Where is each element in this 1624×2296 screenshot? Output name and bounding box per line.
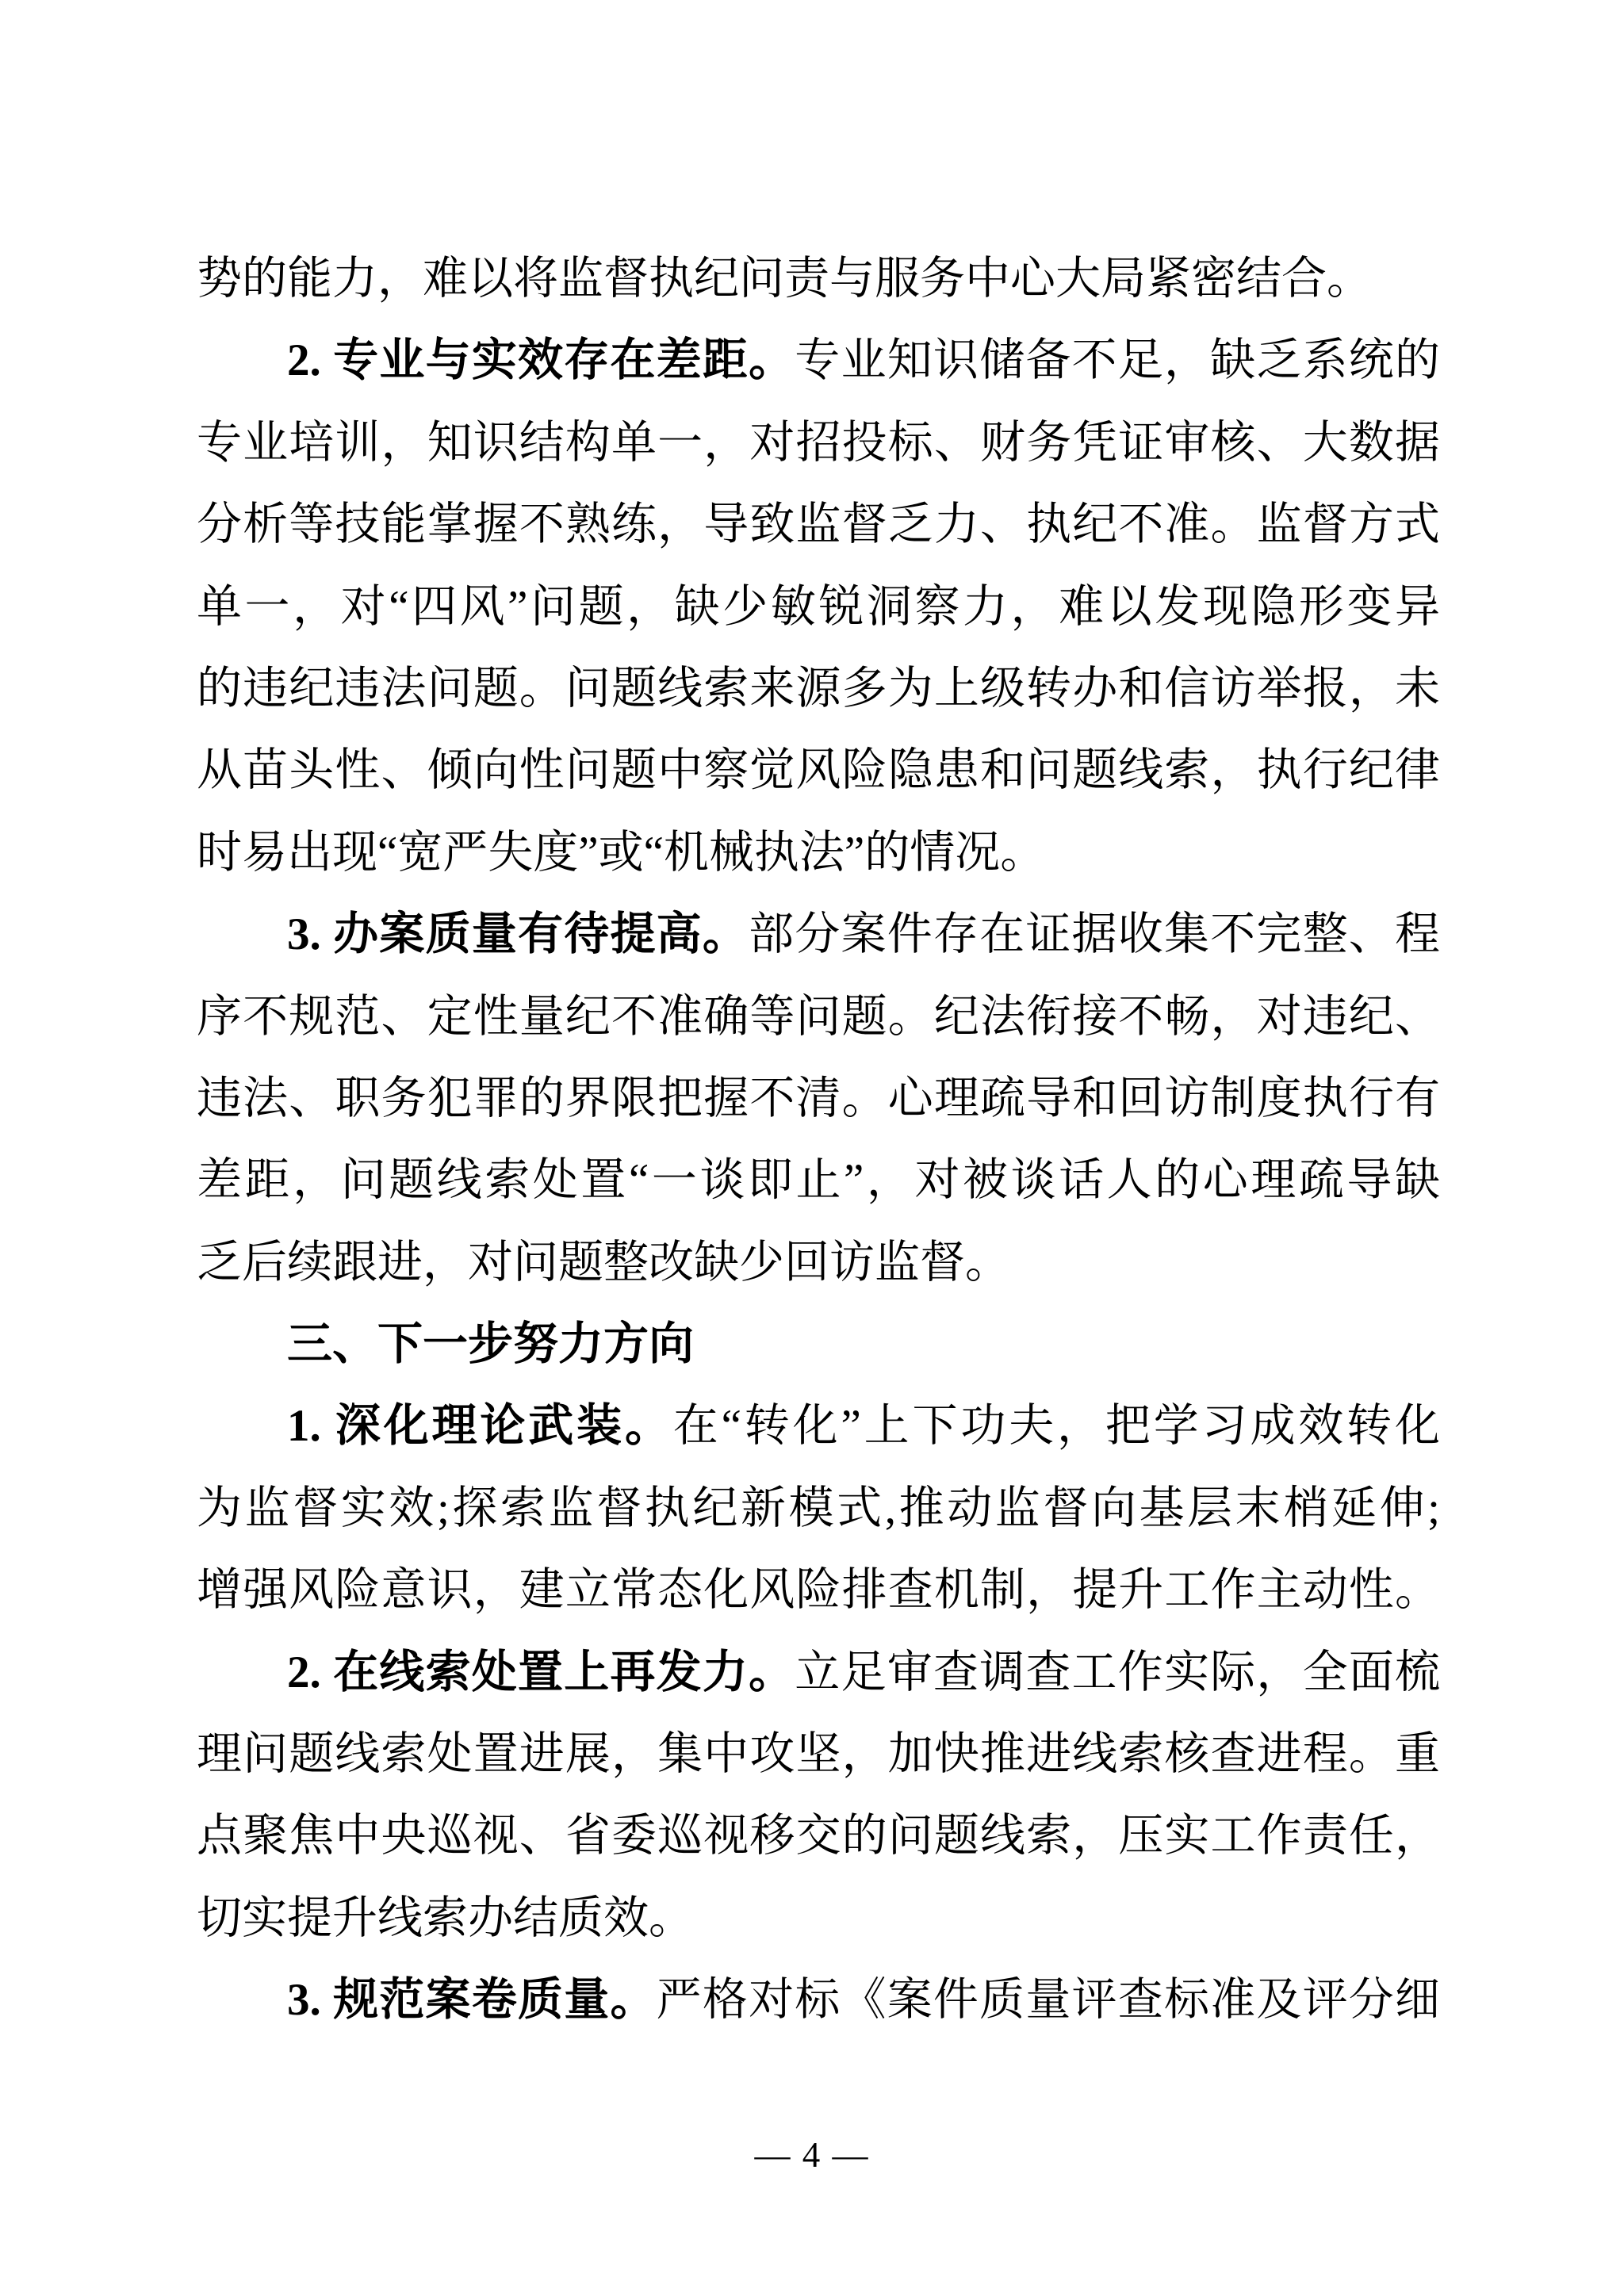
text-run: 单一，对“四风”问题，缺少敏锐洞察力，难以发现隐形变异	[197, 581, 1440, 632]
text-line-11	[197, 1058, 1440, 1139]
text-run: 势的能力，难以将监督执纪问责与服务中心大局紧密结合。	[197, 254, 1372, 304]
text-run: 差距，问题线索处置“一谈即止”，对被谈话人的心理疏导缺	[197, 1155, 1440, 1206]
text-line-5	[197, 566, 1440, 648]
text-line-2	[197, 320, 1440, 401]
text-run: 增强风险意识，建立常态化风险排查机制，提升工作主动性。	[197, 1565, 1440, 1616]
text-run: 部分案件存在证据收集不完整、程	[749, 909, 1441, 960]
text-run: 序不规范、定性量纪不准确等问题。纪法衔接不畅，对违纪、	[197, 991, 1440, 1042]
text-line-10	[197, 976, 1440, 1058]
text-run: 时易出现“宽严失度”或“机械执法”的情况。	[197, 827, 1046, 878]
text-line-20	[197, 1795, 1440, 1877]
text-line-12	[197, 1139, 1440, 1221]
text-line-8	[197, 812, 1440, 894]
text-line-19	[197, 1713, 1440, 1795]
text-line-4	[197, 484, 1440, 565]
text-run: 严格对标《案件质量评查标准及评分细	[656, 1975, 1441, 2026]
text-run: 立足审查调查工作实际，全面梳	[795, 1647, 1441, 1697]
text-run: 理问题线索处置进展，集中攻坚，加快推进线索核查进程。重	[197, 1729, 1440, 1780]
text-line-9	[197, 894, 1440, 975]
text-run: 在“转化”上下功夫，把学习成效转化	[672, 1401, 1440, 1452]
text-run: 专业知识储备不足，缺乏系统的	[795, 335, 1441, 386]
text-run: 乏后续跟进，对问题整改缺少回访监督。	[197, 1237, 1010, 1288]
text-line-17	[197, 1549, 1440, 1631]
text-run: 从苗头性、倾向性问题中察觉风险隐患和问题线索，执行纪律	[197, 745, 1440, 796]
text-line-21	[197, 1877, 1440, 1959]
text-run: 专业培训，知识结构单一，对招投标、财务凭证审核、大数据	[197, 417, 1440, 468]
page-footer	[0, 2131, 1624, 2179]
text-line-7	[197, 729, 1440, 811]
text-run: 分析等技能掌握不熟练，导致监督乏力、执纪不准。监督方式	[197, 499, 1440, 550]
document-body	[197, 238, 1440, 2042]
text-line-15	[197, 1385, 1440, 1467]
text-line-16	[197, 1468, 1440, 1549]
text-line-13	[197, 1222, 1440, 1303]
text-run: 点聚焦中央巡视、省委巡视移交的问题线索，压实工作责任，	[197, 1811, 1440, 1862]
text-run: 切实提升线索办结质效。	[197, 1892, 694, 1943]
bold-run: 三、下一步努力方向	[287, 1319, 694, 1370]
text-run: 违法、职务犯罪的界限把握不清。心理疏导和回访制度执行有	[197, 1073, 1440, 1123]
text-line-14	[197, 1303, 1440, 1385]
text-run: 为监督实效;探索监督执纪新模式,推动监督向基层末梢延伸;	[197, 1483, 1440, 1533]
text-line-6	[197, 648, 1440, 729]
bold-run: 2. 在线索处置上再发力。	[287, 1647, 795, 1697]
bold-run: 3. 办案质量有待提高。	[287, 909, 749, 960]
text-line-22	[197, 1959, 1440, 2041]
text-line-18	[197, 1632, 1440, 1713]
bold-run: 1. 深化理论武装。	[287, 1401, 673, 1452]
text-line-1	[197, 238, 1440, 320]
bold-run: 2. 专业与实效存在差距。	[287, 335, 795, 386]
bold-run: 3. 规范案卷质量。	[287, 1975, 657, 2026]
text-run: 的违纪违法问题。问题线索来源多为上级转办和信访举报，未	[197, 663, 1440, 714]
page-number: — 4 —	[754, 2135, 870, 2175]
text-line-3	[197, 402, 1440, 484]
